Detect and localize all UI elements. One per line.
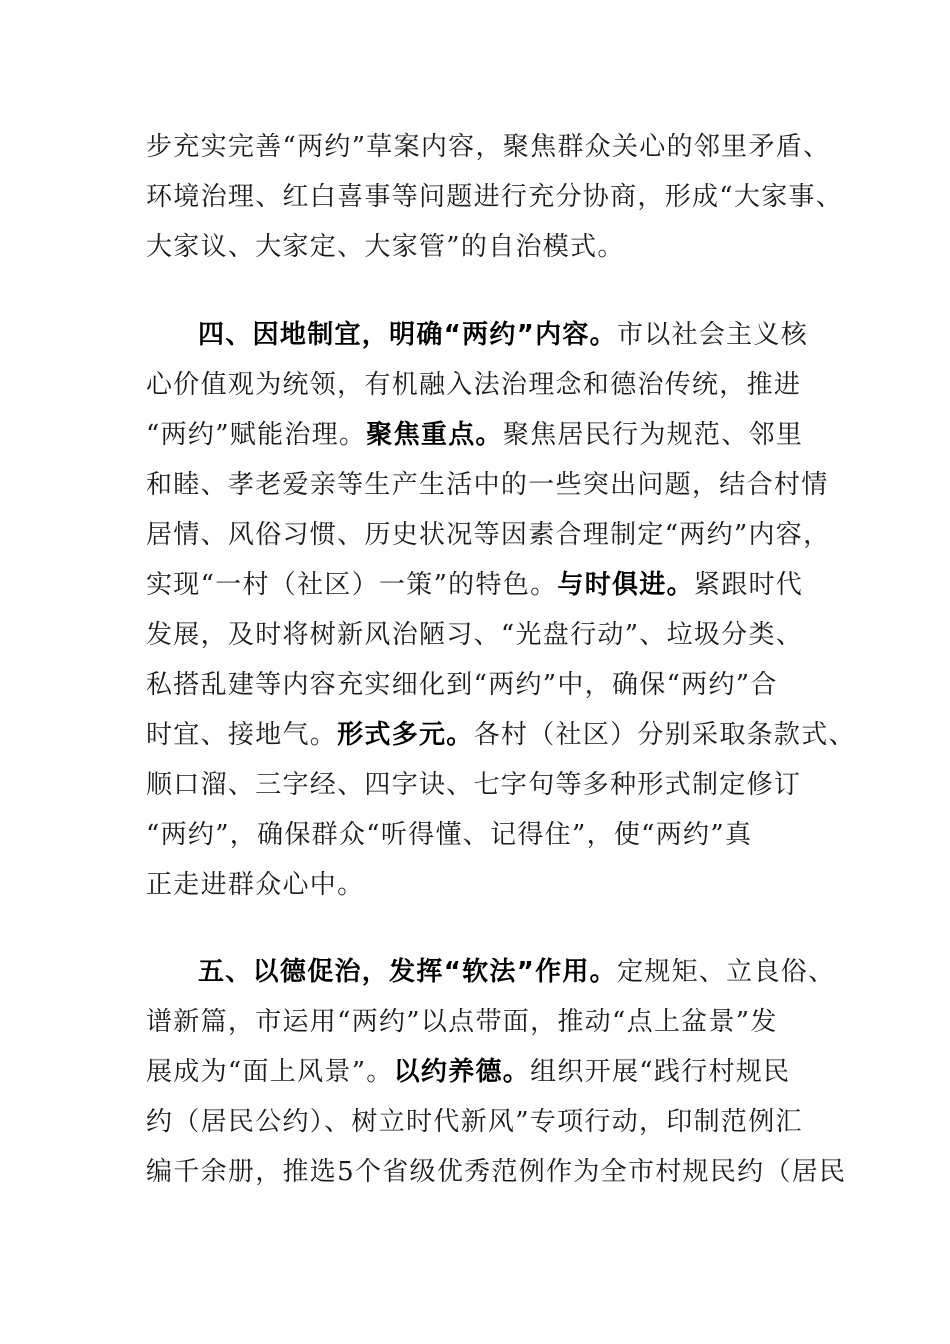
text-line: 顺口溜、三字经、四字诀、七字句等多种形式制定修订 [146, 770, 802, 800]
text-run: 各村（社区）分别采取条款式、 [473, 720, 856, 750]
section-heading-5: 五、以德促治，发挥“软法”作用。 [198, 957, 617, 987]
text-run: “两约”赋能治理。 [146, 420, 367, 450]
paragraph-1 [146, 122, 844, 272]
text-run: 实现“一村（社区）一策”的特色。 [146, 570, 558, 600]
text-line: 和睦、孝老爱亲等生产生活中的一些突出问题，结合村情 [146, 470, 829, 500]
text-line [146, 560, 810, 610]
text-line [146, 310, 810, 360]
text-line: 约（居民公约）、树立时代新风”专项行动，印制范例汇 [146, 1107, 803, 1137]
text-line: “两约”，确保群众“听得懂、记得住”，使“两约”真 [146, 820, 753, 850]
text-line: 心价值观为统领，有机融入法治理念和德治传统，推进 [146, 370, 802, 400]
text-line: 私搭乱建等内容充实细化到“两约”中，确保“两约”合 [146, 670, 778, 700]
text-line [146, 947, 836, 997]
text-line: 步充实完善“两约”草案内容，聚焦群众关心的邻里矛盾、 [146, 132, 831, 162]
text-run: 紧跟时代 [693, 570, 804, 600]
text-run: 展成为“面上风景”。 [146, 1057, 394, 1087]
paragraph-3 [146, 947, 847, 1197]
text-run: 聚焦居民行为规范、邻里 [502, 420, 804, 450]
text-line: 发展，及时将树新风治陋习、“光盘行动”、垃圾分类、 [146, 620, 804, 650]
text-line: 居情、风俗习惯、历史状况等因素合理制定“两约”内容， [146, 520, 831, 550]
text-line: 环境治理、红白喜事等问题进行充分协商，形成“大家事、 [146, 182, 844, 212]
text-run: 定规矩、立良俗、 [616, 957, 836, 987]
bold-phrase: 与时俱进。 [557, 570, 694, 600]
bold-phrase: 聚焦重点。 [366, 420, 503, 450]
text-run: 市以社会主义核 [616, 320, 809, 350]
text-run: 组织开展“践行村规民 [530, 1057, 791, 1087]
bold-phrase: 形式多元。 [337, 720, 474, 750]
bold-phrase: 以约养德。 [393, 1057, 531, 1087]
text-line: 编千余册，推选5个省级优秀范例作为全市村规民约（居民 [146, 1157, 847, 1187]
text-line: 正走进群众心中。 [146, 870, 365, 900]
paragraph-2 [146, 310, 856, 910]
section-heading-4: 四、因地制宜，明确“两约”内容。 [198, 320, 617, 350]
text-line: 谱新篇，市运用“两约”以点带面，推动“点上盆景”发 [146, 1007, 778, 1037]
text-run: 时宜、接地气。 [146, 720, 338, 750]
text-line [146, 410, 810, 460]
text-line [146, 1047, 810, 1097]
text-line [146, 710, 856, 760]
text-line: 大家议、大家定、大家管”的自治模式。 [146, 232, 625, 262]
